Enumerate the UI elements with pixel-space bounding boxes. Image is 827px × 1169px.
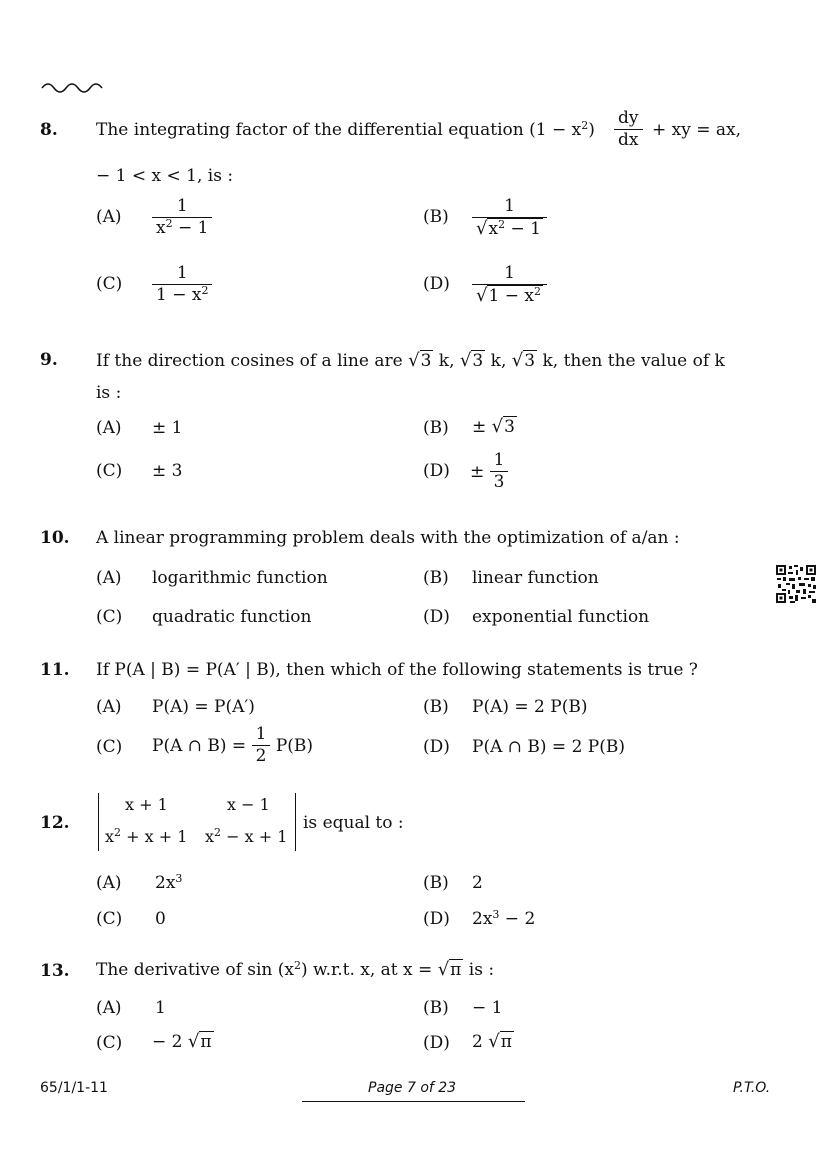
q9-opt-b-root: 3 [504, 417, 515, 437]
q9-k3: k, then the value of k [537, 351, 725, 371]
q11-opt-c-pre: P(A ∩ B) = [152, 735, 247, 756]
sqrt-icon: √ [459, 350, 472, 371]
q8-opt-c-den [152, 284, 212, 306]
q8-text-a-sup: 2 [581, 119, 589, 132]
q13-opt-b: − 1 [472, 998, 503, 1018]
q12-cell-21-base: x [105, 827, 115, 846]
q9-k2: k, [485, 351, 507, 371]
q11-opt-b-label: (B) [423, 697, 449, 717]
q13-text-a-sup: 2 [294, 959, 301, 972]
q8-opt-a-den-sup: 2 [165, 217, 173, 231]
q13-root: π [450, 960, 462, 980]
q11-opt-c [152, 724, 313, 768]
q13-opt-c-root: π [200, 1032, 212, 1052]
q10-opt-a-label: (A) [96, 568, 122, 588]
q9-opt-d-pm: ± [470, 461, 485, 482]
q8-opt-c-den-base: 1 − x [156, 285, 202, 306]
q8-opt-a [152, 196, 212, 240]
q12-opt-b-label: (B) [423, 873, 449, 893]
sqrt-icon: √ [408, 350, 420, 371]
q12-number: 12. [40, 813, 70, 833]
q13-opt-d [472, 1031, 514, 1052]
q9-opt-a: ± 1 [152, 418, 183, 438]
q11-opt-a: P(A) = P(A′) [152, 697, 255, 717]
q11-opt-c-post: P(B) [275, 735, 314, 756]
q12-opt-d-sup: 3 [492, 908, 500, 921]
q12-opt-a-base: 2x [155, 873, 176, 893]
q8-number: 8. [40, 120, 58, 140]
q12-opt-c-label: (C) [96, 909, 123, 929]
q9-text-b: is : [96, 383, 122, 403]
q12-cell-22 [205, 827, 287, 846]
q12-opt-a [155, 873, 182, 893]
q8-opt-d-den [472, 284, 547, 308]
q8-derivative [614, 108, 643, 152]
q12-opt-a-label: (A) [96, 873, 122, 893]
q9-opt-c: ± 3 [152, 461, 183, 481]
q13-opt-d-label: (D) [423, 1033, 450, 1053]
q10-opt-b-label: (B) [423, 568, 449, 588]
sqrt-icon: √ [187, 1031, 200, 1052]
q10-opt-d-label: (D) [423, 607, 450, 627]
sqrt-icon: √ [476, 285, 488, 307]
q8-opt-b-label: (B) [423, 207, 449, 227]
q13-stem [96, 959, 494, 980]
q11-opt-d: P(A ∩ B) = 2 P(B) [472, 737, 625, 757]
q13-opt-c-label: (C) [96, 1033, 123, 1053]
q9-root-1: 3 [420, 351, 432, 371]
q8-text-b: + xy = ax, [652, 120, 742, 140]
q12-cell-11: x + 1 [125, 795, 168, 814]
q13-number: 13. [40, 961, 70, 981]
q9-text-a: If the direction cosines of a line are [96, 351, 403, 371]
q12-opt-a-sup: 3 [175, 872, 183, 885]
q12-cell-21-rest: + x + 1 [121, 827, 188, 846]
page-number: Page 7 of 23 [368, 1080, 457, 1096]
q8-opt-a-den [152, 217, 212, 239]
page-number-underline [302, 1101, 525, 1102]
squiggle-icon [40, 78, 108, 94]
q8-opt-a-den-rest: − 1 [172, 218, 209, 239]
q12-opt-c: 0 [155, 909, 166, 929]
q13-text-b: is : [468, 960, 495, 980]
q10-opt-d: exponential function [472, 607, 650, 627]
q9-opt-a-label: (A) [96, 418, 122, 438]
q12-cell-22-sup: 2 [214, 826, 222, 839]
sqrt-icon: √ [437, 959, 450, 980]
q12-opt-d-base: 2x [472, 909, 493, 929]
q11-opt-c-den: 2 [252, 745, 271, 767]
q12-cell-22-base: x [205, 827, 215, 846]
paper-code: 65/1/1-11 [40, 1080, 108, 1096]
q11-opt-a-label: (A) [96, 697, 122, 717]
q9-root-3: 3 [524, 351, 536, 371]
q8-opt-d-den-base: 1 − x [488, 286, 534, 307]
q10-number: 10. [40, 528, 70, 548]
q13-opt-b-label: (B) [423, 998, 449, 1018]
sqrt-icon: √ [491, 416, 504, 437]
q9-opt-d-label: (D) [423, 461, 450, 481]
q8-opt-b-den [472, 217, 547, 241]
q8-opt-d [472, 263, 547, 308]
q8-opt-a-den-base: x [156, 218, 166, 239]
q12-opt-d-label: (D) [423, 909, 450, 929]
q8-opt-b-den-base: x [488, 219, 499, 240]
q8-text-c: − 1 < x < 1, is : [96, 166, 234, 186]
q12-opt-d-rest: − 2 [499, 909, 536, 929]
q11-opt-b: P(A) = 2 P(B) [472, 697, 588, 717]
q8-opt-c-den-sup: 2 [201, 284, 209, 298]
q8-opt-d-label: (D) [423, 274, 450, 294]
q9-number: 9. [40, 350, 58, 370]
q9-root-2: 3 [472, 351, 484, 371]
q10-opt-a: logarithmic function [152, 568, 328, 588]
qr-code-icon [776, 565, 816, 603]
q8-opt-d-den-sup: 2 [533, 285, 541, 299]
q8-opt-d-num: 1 [504, 263, 515, 283]
q12-text: is equal to : [303, 813, 404, 833]
pto-label: P.T.O. [733, 1080, 771, 1096]
q13-opt-d-pre: 2 [472, 1032, 483, 1052]
q8-opt-c [152, 263, 212, 307]
q8-stem [96, 120, 595, 140]
q9-opt-b-label: (B) [423, 418, 449, 438]
q10-opt-b: linear function [472, 568, 599, 588]
q12-determinant [98, 793, 296, 851]
sqrt-icon: √ [476, 218, 488, 240]
q12-opt-b: 2 [472, 873, 483, 893]
q10-text: A linear programming problem deals with the optimization of a/an : [96, 528, 680, 548]
q8-opt-c-num: 1 [176, 263, 188, 283]
q11-opt-c-label: (C) [96, 737, 123, 757]
q8-opt-b-den-sup: 2 [498, 218, 506, 232]
q9-stem [96, 350, 725, 371]
q11-number: 11. [40, 660, 70, 680]
q10-opt-c-label: (C) [96, 607, 123, 627]
q8-opt-b-num: 1 [504, 196, 515, 216]
q12-cell-22-rest: − x + 1 [221, 827, 288, 846]
q9-opt-d-den: 3 [490, 471, 509, 493]
q13-text-a: The derivative of sin (x [96, 960, 294, 980]
q13-opt-a-label: (A) [96, 998, 122, 1018]
q13-opt-a: 1 [155, 998, 166, 1018]
sqrt-icon: √ [488, 1031, 500, 1052]
q12-cell-12: x − 1 [227, 795, 270, 814]
q13-opt-d-root: π [500, 1032, 512, 1052]
q8-opt-b [472, 196, 547, 241]
q8-opt-a-label: (A) [96, 207, 122, 227]
q13-opt-c [152, 1031, 214, 1052]
q8-opt-b-den-rest: − 1 [505, 219, 541, 240]
q9-opt-b [472, 416, 517, 437]
q12-opt-d [472, 909, 535, 929]
q11-text: If P(A | B) = P(A′ | B), then which of the following statements is true ? [96, 660, 698, 680]
q9-opt-c-label: (C) [96, 461, 123, 481]
q12-cell-21 [105, 827, 187, 846]
q9-k1: k, [433, 351, 455, 371]
sqrt-icon: √ [511, 350, 524, 371]
q9-opt-b-pm: ± [472, 417, 487, 437]
q13-opt-c-pre: − 2 [152, 1032, 183, 1052]
q8-deriv-num: dy [618, 108, 639, 128]
q8-text-a: The integrating factor of the differential equation (1 − x [96, 120, 582, 140]
q13-text-a-rest: ) w.r.t. x, at x = [301, 960, 433, 980]
q8-opt-c-label: (C) [96, 274, 123, 294]
q8-deriv-den: dx [614, 129, 643, 151]
q11-opt-c-num: 1 [255, 724, 267, 744]
q9-opt-d-num: 1 [493, 450, 505, 470]
q12-cell-21-sup: 2 [114, 826, 122, 839]
q10-opt-c: quadratic function [152, 607, 312, 627]
q9-opt-d [470, 450, 508, 494]
q8-opt-a-num: 1 [176, 196, 188, 216]
q8-text-a-close: ) [588, 120, 595, 140]
q11-opt-d-label: (D) [423, 737, 450, 757]
